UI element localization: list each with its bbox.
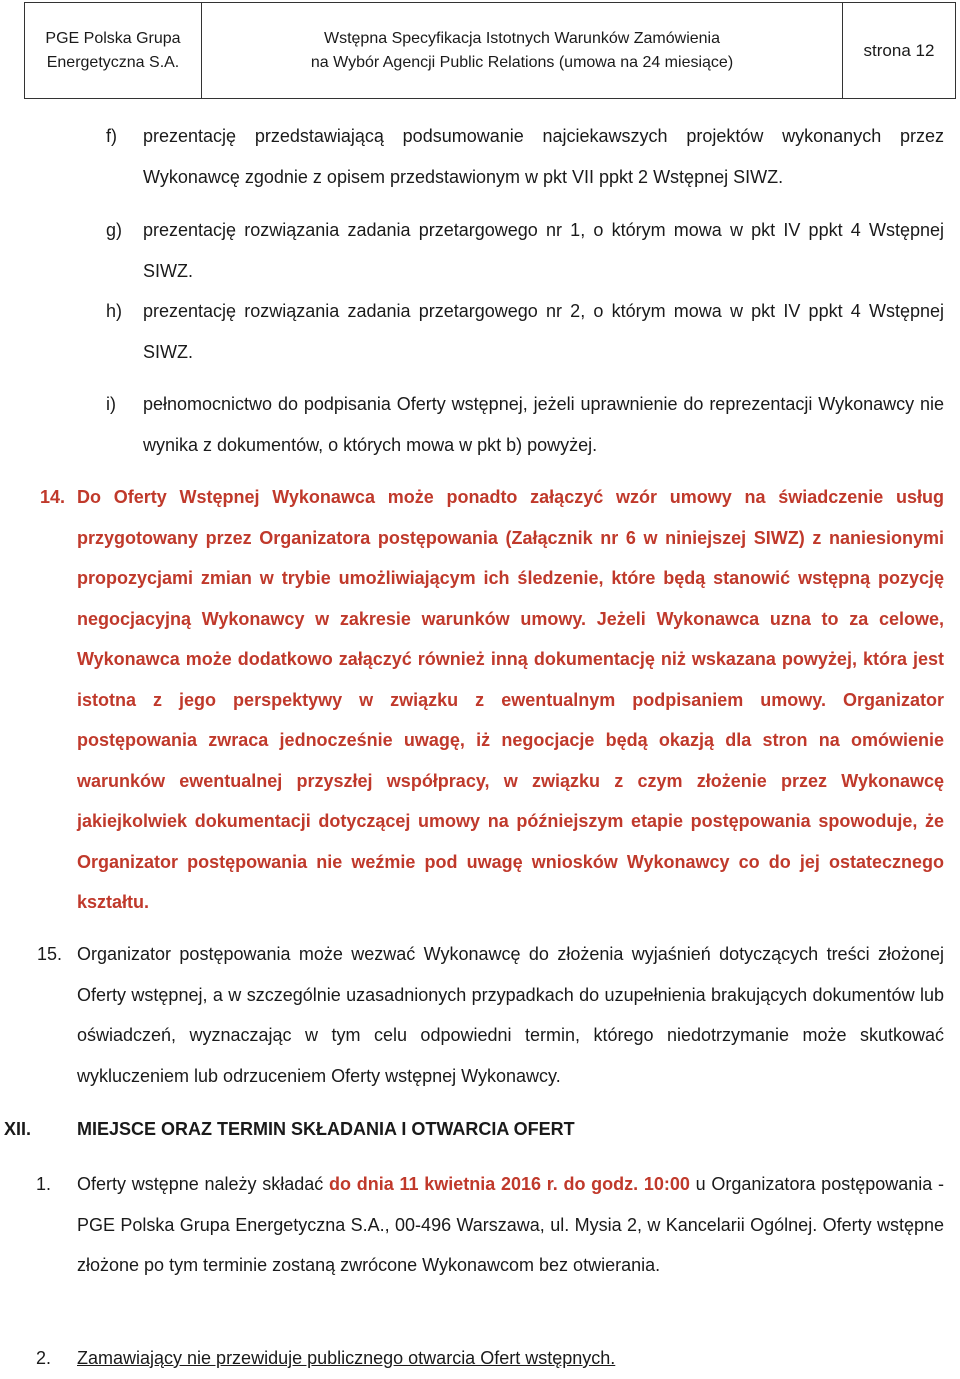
point-number: 2. xyxy=(36,1348,52,1368)
list-item-label: h) xyxy=(106,301,123,321)
point-text-start: Oferty wstępne należy składać xyxy=(77,1174,330,1194)
point-number: 14. xyxy=(40,487,66,507)
header-page-number xyxy=(843,3,955,98)
section-number: XII. xyxy=(4,1119,32,1139)
list-item-label: i) xyxy=(106,394,116,414)
list-item-label: g) xyxy=(106,220,123,240)
list-item-text: pełnomocnictwo do podpisania Oferty wstępnej, jeżeli uprawnienie do reprezentacji Wykonawcy nie wynika z dokumentów, o których mowa w pkt b) powyżej. xyxy=(143,394,944,455)
page-header xyxy=(24,2,956,99)
point-text: Organizator postępowania może wezwać Wykonawcę do złożenia wyjaśnień dotyczących treści złożonej Oferty wstępnej, a w szczególnie uzasadnionych przypadkach do uzupełnienia brakujących dokumentów lub oświadczeń, wyznaczając w tym celu odpowiedni termin, którego niedotrzymanie może skutkować wykluczeniem lub odrzuceniem Oferty wstępnej Wykonawcy. xyxy=(77,944,944,1086)
list-item-text: prezentację rozwiązania zadania przetargowego nr 1, o którym mowa w pkt IV ppkt 4 Wstępnej SIWZ. xyxy=(143,220,944,281)
list-item-label: f) xyxy=(106,126,117,146)
page-number: strona 12 xyxy=(863,40,935,60)
list-item-text: prezentację rozwiązania zadania przetargowego nr 2, o którym mowa w pkt IV ppkt 4 Wstępnej SIWZ. xyxy=(143,301,944,362)
company-line1: PGE Polska Grupa xyxy=(45,29,181,47)
header-title xyxy=(202,3,843,98)
title-line1: Wstępna Specyfikacja Istotnych Warunków Zamówienia xyxy=(323,29,720,47)
point-text-rest: u Organizatora postępowania - PGE Polska Grupa Energetyczna S.A., 00-496 Warszawa, ul. Mysia 2, w Kancelarii Ogólnej. Oferty wstępne złożone po tym terminie zostaną zwrócone Wykonawcom bez otwierania. xyxy=(77,1174,944,1275)
section-title: MIEJSCE ORAZ TERMIN SKŁADANIA I OTWARCIA OFERT xyxy=(77,1119,575,1139)
deadline-highlight: do dnia 11 kwietnia 2016 r. do godz. 10:00 xyxy=(329,1174,690,1194)
company-line2: Energetyczna S.A. xyxy=(46,53,180,71)
point-number: 1. xyxy=(36,1174,52,1194)
point-number: 15. xyxy=(37,944,63,964)
title-line2: na Wybór Agencji Public Relations (umowa na 24 miesiące) xyxy=(310,53,734,71)
header-company xyxy=(25,3,202,98)
point-text: Zamawiający nie przewiduje publicznego otwarcia Ofert wstępnych. xyxy=(77,1348,616,1368)
point-text: Do Oferty Wstępnej Wykonawca może ponadto załączyć wzór umowy na świadczenie usług przygotowany przez Organizatora postępowania (Załącznik nr 6 w niniejszej SIWZ) z naniesionymi propozycjami zmian w trybie umożliwiającym ich śledzenie, które będą stanowić wstępną pozycję negocjacyjną Wykonawcy w zakresie warunków umowy. Jeżeli Wykonawca uzna to za celowe, Wykonawca może dodatkowo załączyć również inną dokumentację niż wskazana powyżej, która jest istotna z jego perspektywy w związku z ewentualnym podpisaniem umowy. Organizator postępowania zwraca jednocześnie uwagę, iż negocjacje będą okazją dla stron na omówienie warunków ewentualnej przyszłej współpracy, w związku z czym złożenie przez Wykonawcę jakiejkolwiek dokumentacji dotyczącej umowy na późniejszym etapie postępowania spowoduje, że Organizator postępowania nie weźmie pod uwagę wniosków Wykonawcy co do jej ostatecznego kształtu. xyxy=(77,487,944,912)
list-item-text: prezentację przedstawiającą podsumowanie najciekawszych projektów wykonanych przez Wykonawcę zgodnie z opisem przedstawionym w pkt VII ppkt 2 Wstępnej SIWZ. xyxy=(143,126,944,187)
point-text xyxy=(77,1164,944,1286)
